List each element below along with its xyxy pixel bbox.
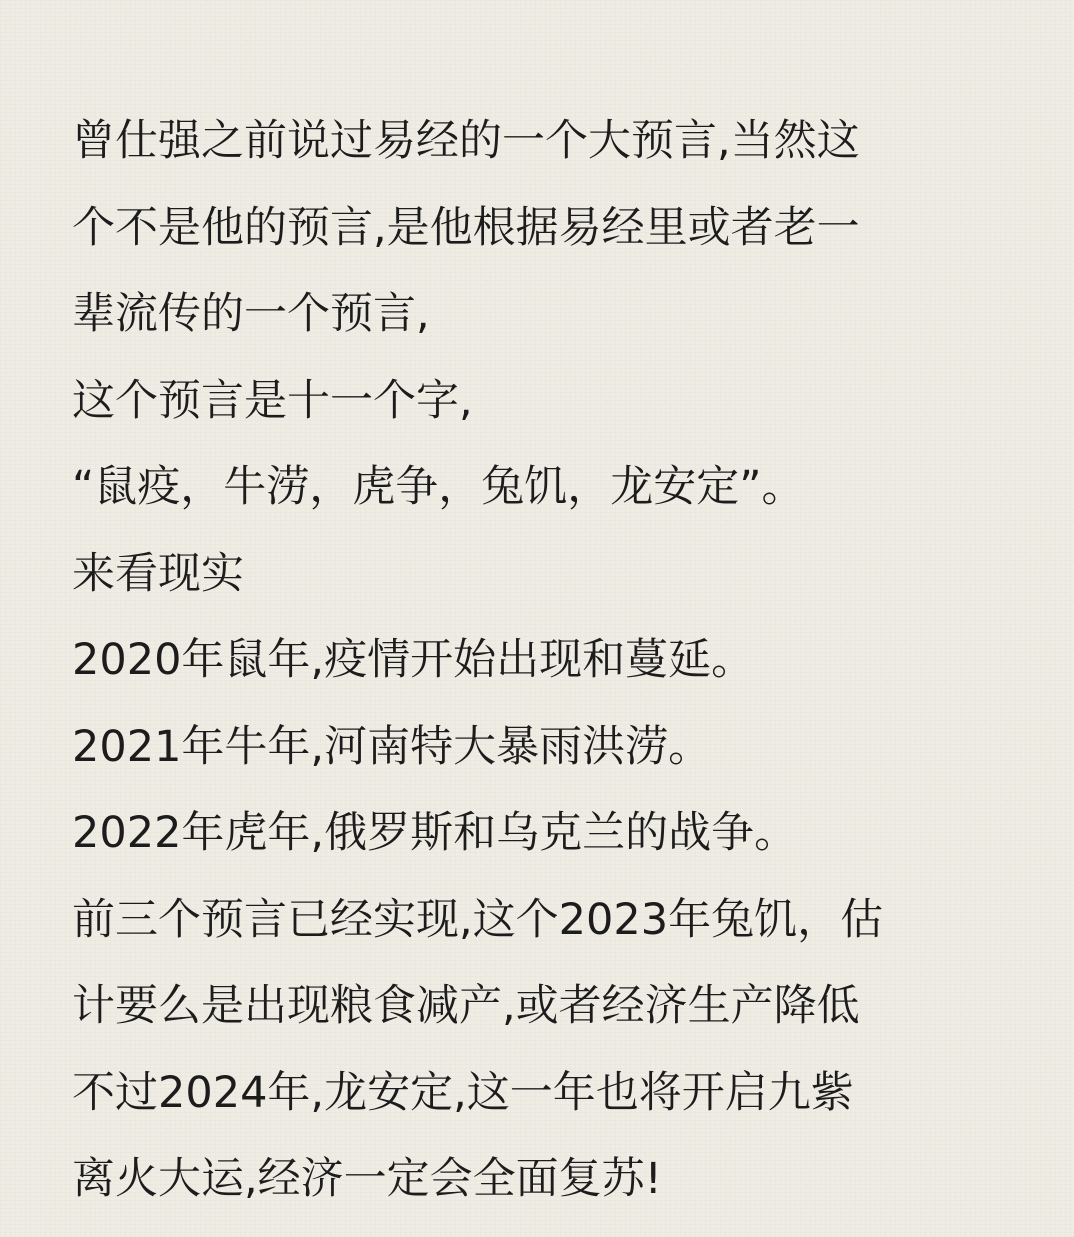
text-line-1: 曾仕强之前说过易经的一个大预言,当然这 (72, 116, 860, 166)
text-line-5: “鼠疫，牛涝，虎争，兔饥，龙安定”。 (72, 462, 805, 512)
text-line-9: 2022年虎年,俄罗斯和乌克兰的战争。 (72, 808, 798, 858)
text-line-8: 2021年牛年,河南特大暴雨洪涝。 (72, 721, 712, 772)
text-line-11: 计要么是出现粮食减产,或者经济生产降低 (72, 981, 860, 1031)
text-line-6: 来看现实 (72, 548, 244, 599)
text-line-2: 个不是他的预言,是他根据易经里或者老一 (72, 202, 860, 253)
text-line-12: 不过2024年,龙安定,这一年也将开启九紫 (72, 1067, 854, 1118)
text-line-10: 前三个预言已经实现,这个2023年兔饥，估 (72, 894, 884, 945)
text-line-7: 2020年鼠年,疫情开始出现和蔓延。 (72, 635, 755, 685)
text-line-3: 辈流传的一个预言, (72, 289, 430, 339)
text-line-13: 离火大运,经济一定会全面复苏! (72, 1154, 662, 1204)
text-line-4: 这个预言是十一个字, (72, 375, 473, 426)
